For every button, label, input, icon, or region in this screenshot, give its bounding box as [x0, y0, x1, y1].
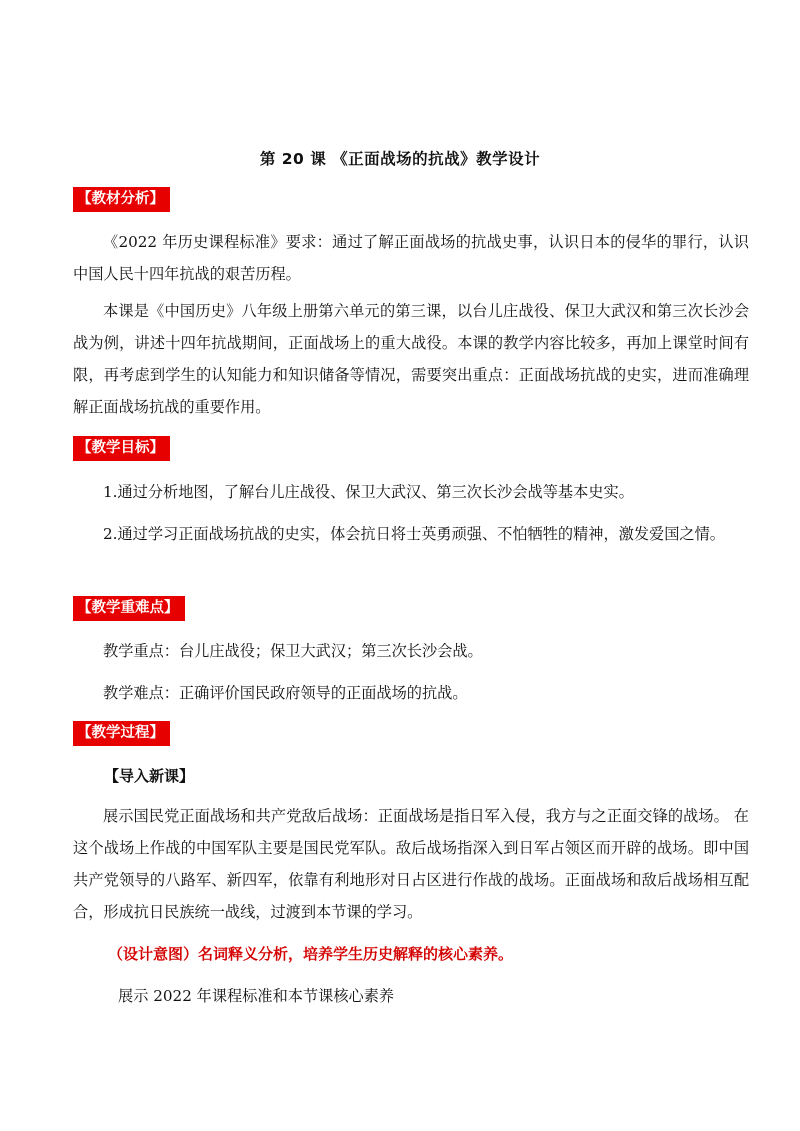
paragraph: 《2022 年历史课程标准》要求：通过了解正面战场的抗战史事，认识日本的侵华的罪行，认识中国人民十四年抗战的艰苦历程。	[73, 233, 749, 283]
paragraph: 2.通过学习正面战场抗战的史实，体会抗日将士英勇顽强、不怕牺牲的精神，激发爱国之情。	[103, 525, 725, 543]
section-heading-key-difficult-points: 【教学重难点】	[73, 596, 185, 621]
section-heading-teaching-process: 【教学过程】	[73, 721, 170, 746]
paragraph: 本课是《中国历史》八年级上册第六单元的第三课，以台儿庄战役、保卫大武汉和第三次长沙会战为例，讲述十四年抗战期间，正面战场上的重大战役。本课的教学内容比较多，再加上课堂时间有限，再考虑到学生的认知能力和知识储备等情况，需要突出重点：正面战场抗战的史实，进而准确理解正面战场抗战的重要作用。	[73, 302, 749, 416]
section-heading-material-analysis: 【教材分析】	[73, 187, 170, 212]
subheading-introduction: 【导入新课】	[104, 767, 195, 785]
paragraph: 1.通过分析地图，了解台儿庄战役、保卫大武汉、第三次长沙会战等基本史实。	[103, 483, 634, 501]
paragraph: 教学难点：正确评价国民政府领导的正面战场的抗战。	[103, 684, 468, 702]
paragraph: 展示国民党正面战场和共产党敌后战场：正面战场是指日军入侵，我方与之正面交锋的战场。 在这个战场上作战的中国军队主要是国民党军队。敌后战场指深入到日军占领区而开辟的战场。即中国共产党领导的八路军、新四军，依靠有利地形对日占区进行作战的战场。正面战场和敌后战场相互配合，形成抗日民族统一战线，过渡到本节课的学习。	[73, 807, 749, 921]
design-intent-note: （设计意图）名词释义分析，培养学生历史解释的核心素养。	[108, 945, 514, 963]
paragraph: 教学重点：台儿庄战役；保卫大武汉；第三次长沙会战。	[103, 642, 483, 660]
document-title: 第 20 课 《正面战场的抗战》教学设计	[259, 150, 541, 168]
closing-line: 展示 2022 年课程标准和本节课核心素养	[118, 987, 395, 1005]
section-heading-teaching-goals: 【教学目标】	[73, 436, 170, 461]
